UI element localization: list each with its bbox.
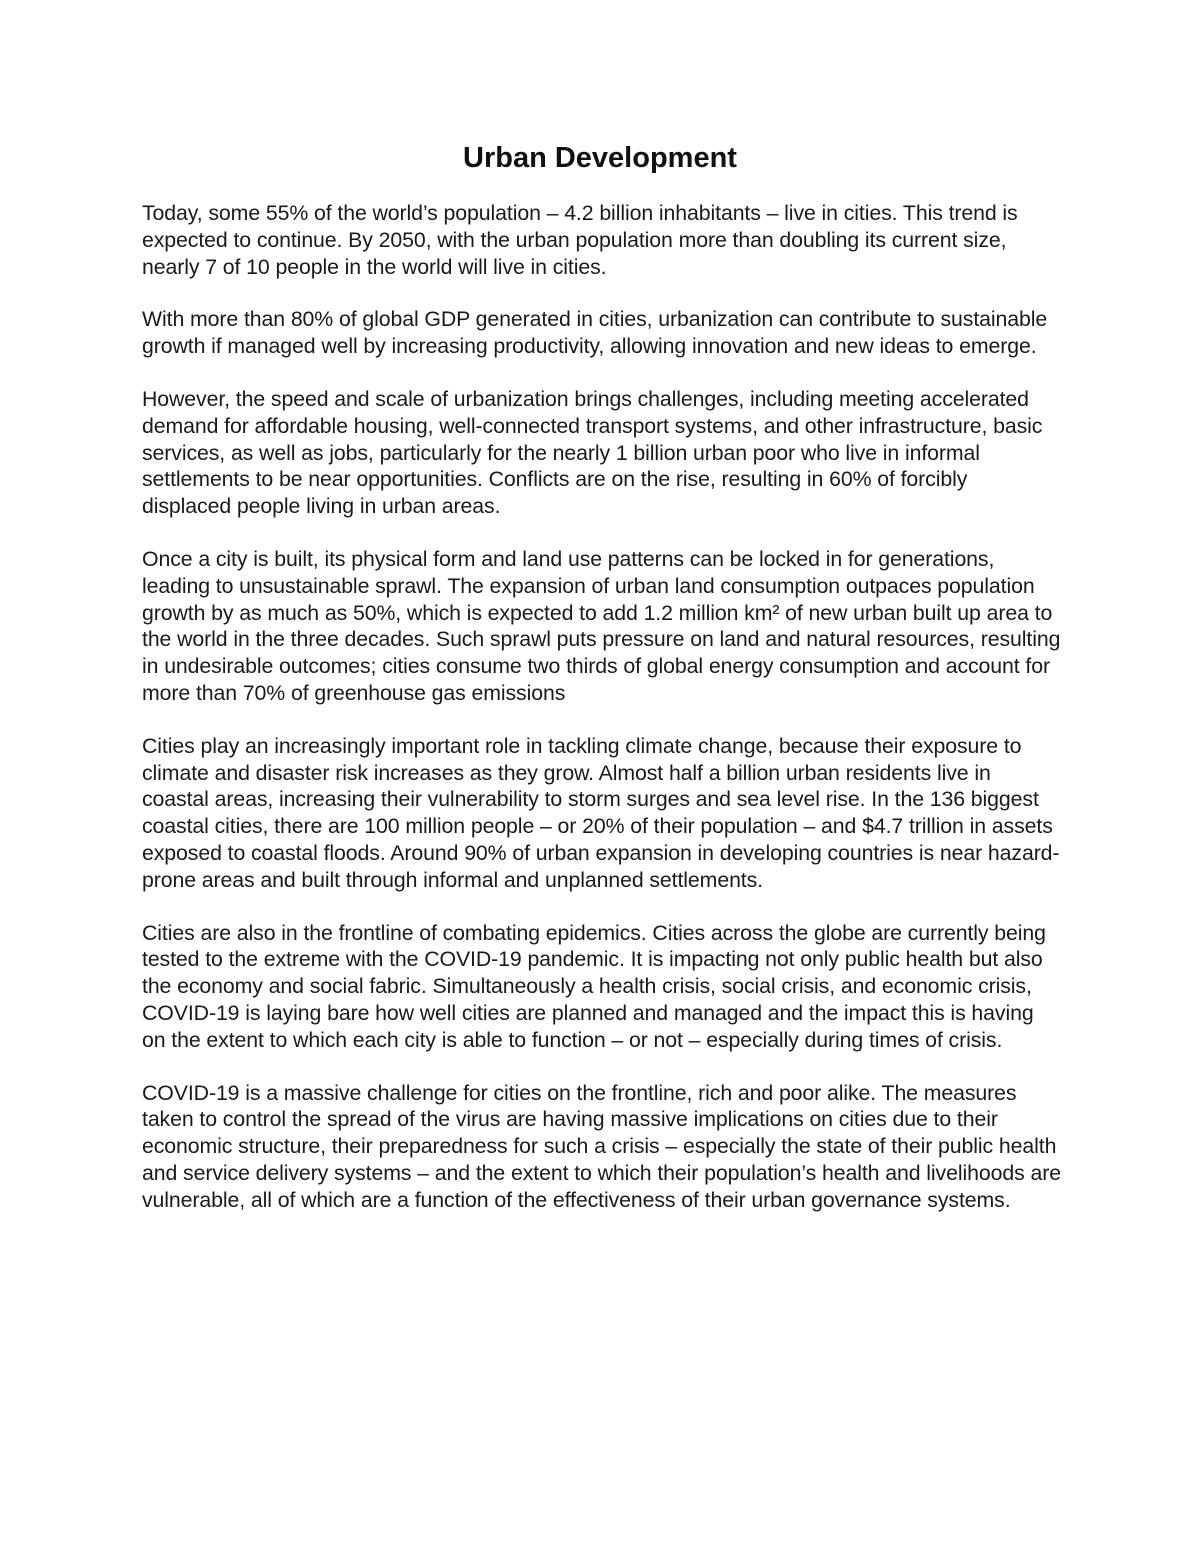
- paragraph-population: Today, some 55% of the world’s population – 4.2 billion inhabitants – live in cities. This trend is expected to continue. By 2050, with the urban population more than doubling its current size, nearly 7 of 10 people in the world will live in cities.: [142, 201, 1018, 279]
- paragraph-covid: COVID-19 is a massive challenge for cities on the frontline, rich and poor alike. The measures taken to control the spread of the virus are having massive implications on cities due to their economic structure, their preparedness for such a crisis – especially the state of their public health and service delivery systems – and the extent to which their population’s health and livelihoods are vulnerable, all of which are a function of the effectiveness of their urban governance systems.: [142, 1080, 1061, 1212]
- paragraph-epidemics: Cities are also in the frontline of combating epidemics. Cities across the globe are currently being tested to the extreme with the COVID-19 pandemic. It is impacting not only public health but also the economy and social fabric. Simultaneously a health crisis, social crisis, and economic crisis, COVID-19 is laying bare how well cities are planned and managed and the impact this is having on the extent to which each city is able to function – or not – especially during times of crisis.: [142, 920, 1046, 1052]
- paragraph-climate: Cities play an increasingly important role in tackling climate change, because their exposure to climate and disaster risk increases as they grow. Almost half a billion urban residents live in coastal areas, increasing their vulnerability to storm surges and sea level rise. In the 136 biggest coastal cities, there are 100 million people – or 20% of their population – and $4.7 trillion in assets exposed to coastal floods. Around 90% of urban expansion in developing countries is near hazard-prone areas and built through informal and unplanned settlements.: [142, 733, 1060, 892]
- page-title: Urban Development: [463, 142, 737, 174]
- paragraph-challenges: However, the speed and scale of urbanization brings challenges, including meeting accelerated demand for affordable housing, well-connected transport systems, and other infrastructure, basic services, as well as jobs, particularly for the nearly 1 billion urban poor who live in informal settlements to be near opportunities. Conflicts are on the rise, resulting in 60% of forcibly displaced people living in urban areas.: [142, 386, 1043, 519]
- document-body: [142, 200, 1062, 1240]
- paragraph-sprawl: Once a city is built, its physical form and land use patterns can be locked in for generations, leading to unsustainable sprawl. The expansion of urban land consumption outpaces population growth by as much as 50%, which is expected to add 1.2 million km² of new urban built up area to the world in the three decades. Such sprawl puts pressure on land and natural resources, resulting in undesirable outcomes; cities consume two thirds of global energy consumption and account for more than 70% of greenhouse gas emissions: [142, 546, 1061, 705]
- paragraph-gdp: With more than 80% of global GDP generated in cities, urbanization can contribute to sustainable growth if managed well by increasing productivity, allowing innovation and new ideas to emerge.: [142, 307, 1048, 359]
